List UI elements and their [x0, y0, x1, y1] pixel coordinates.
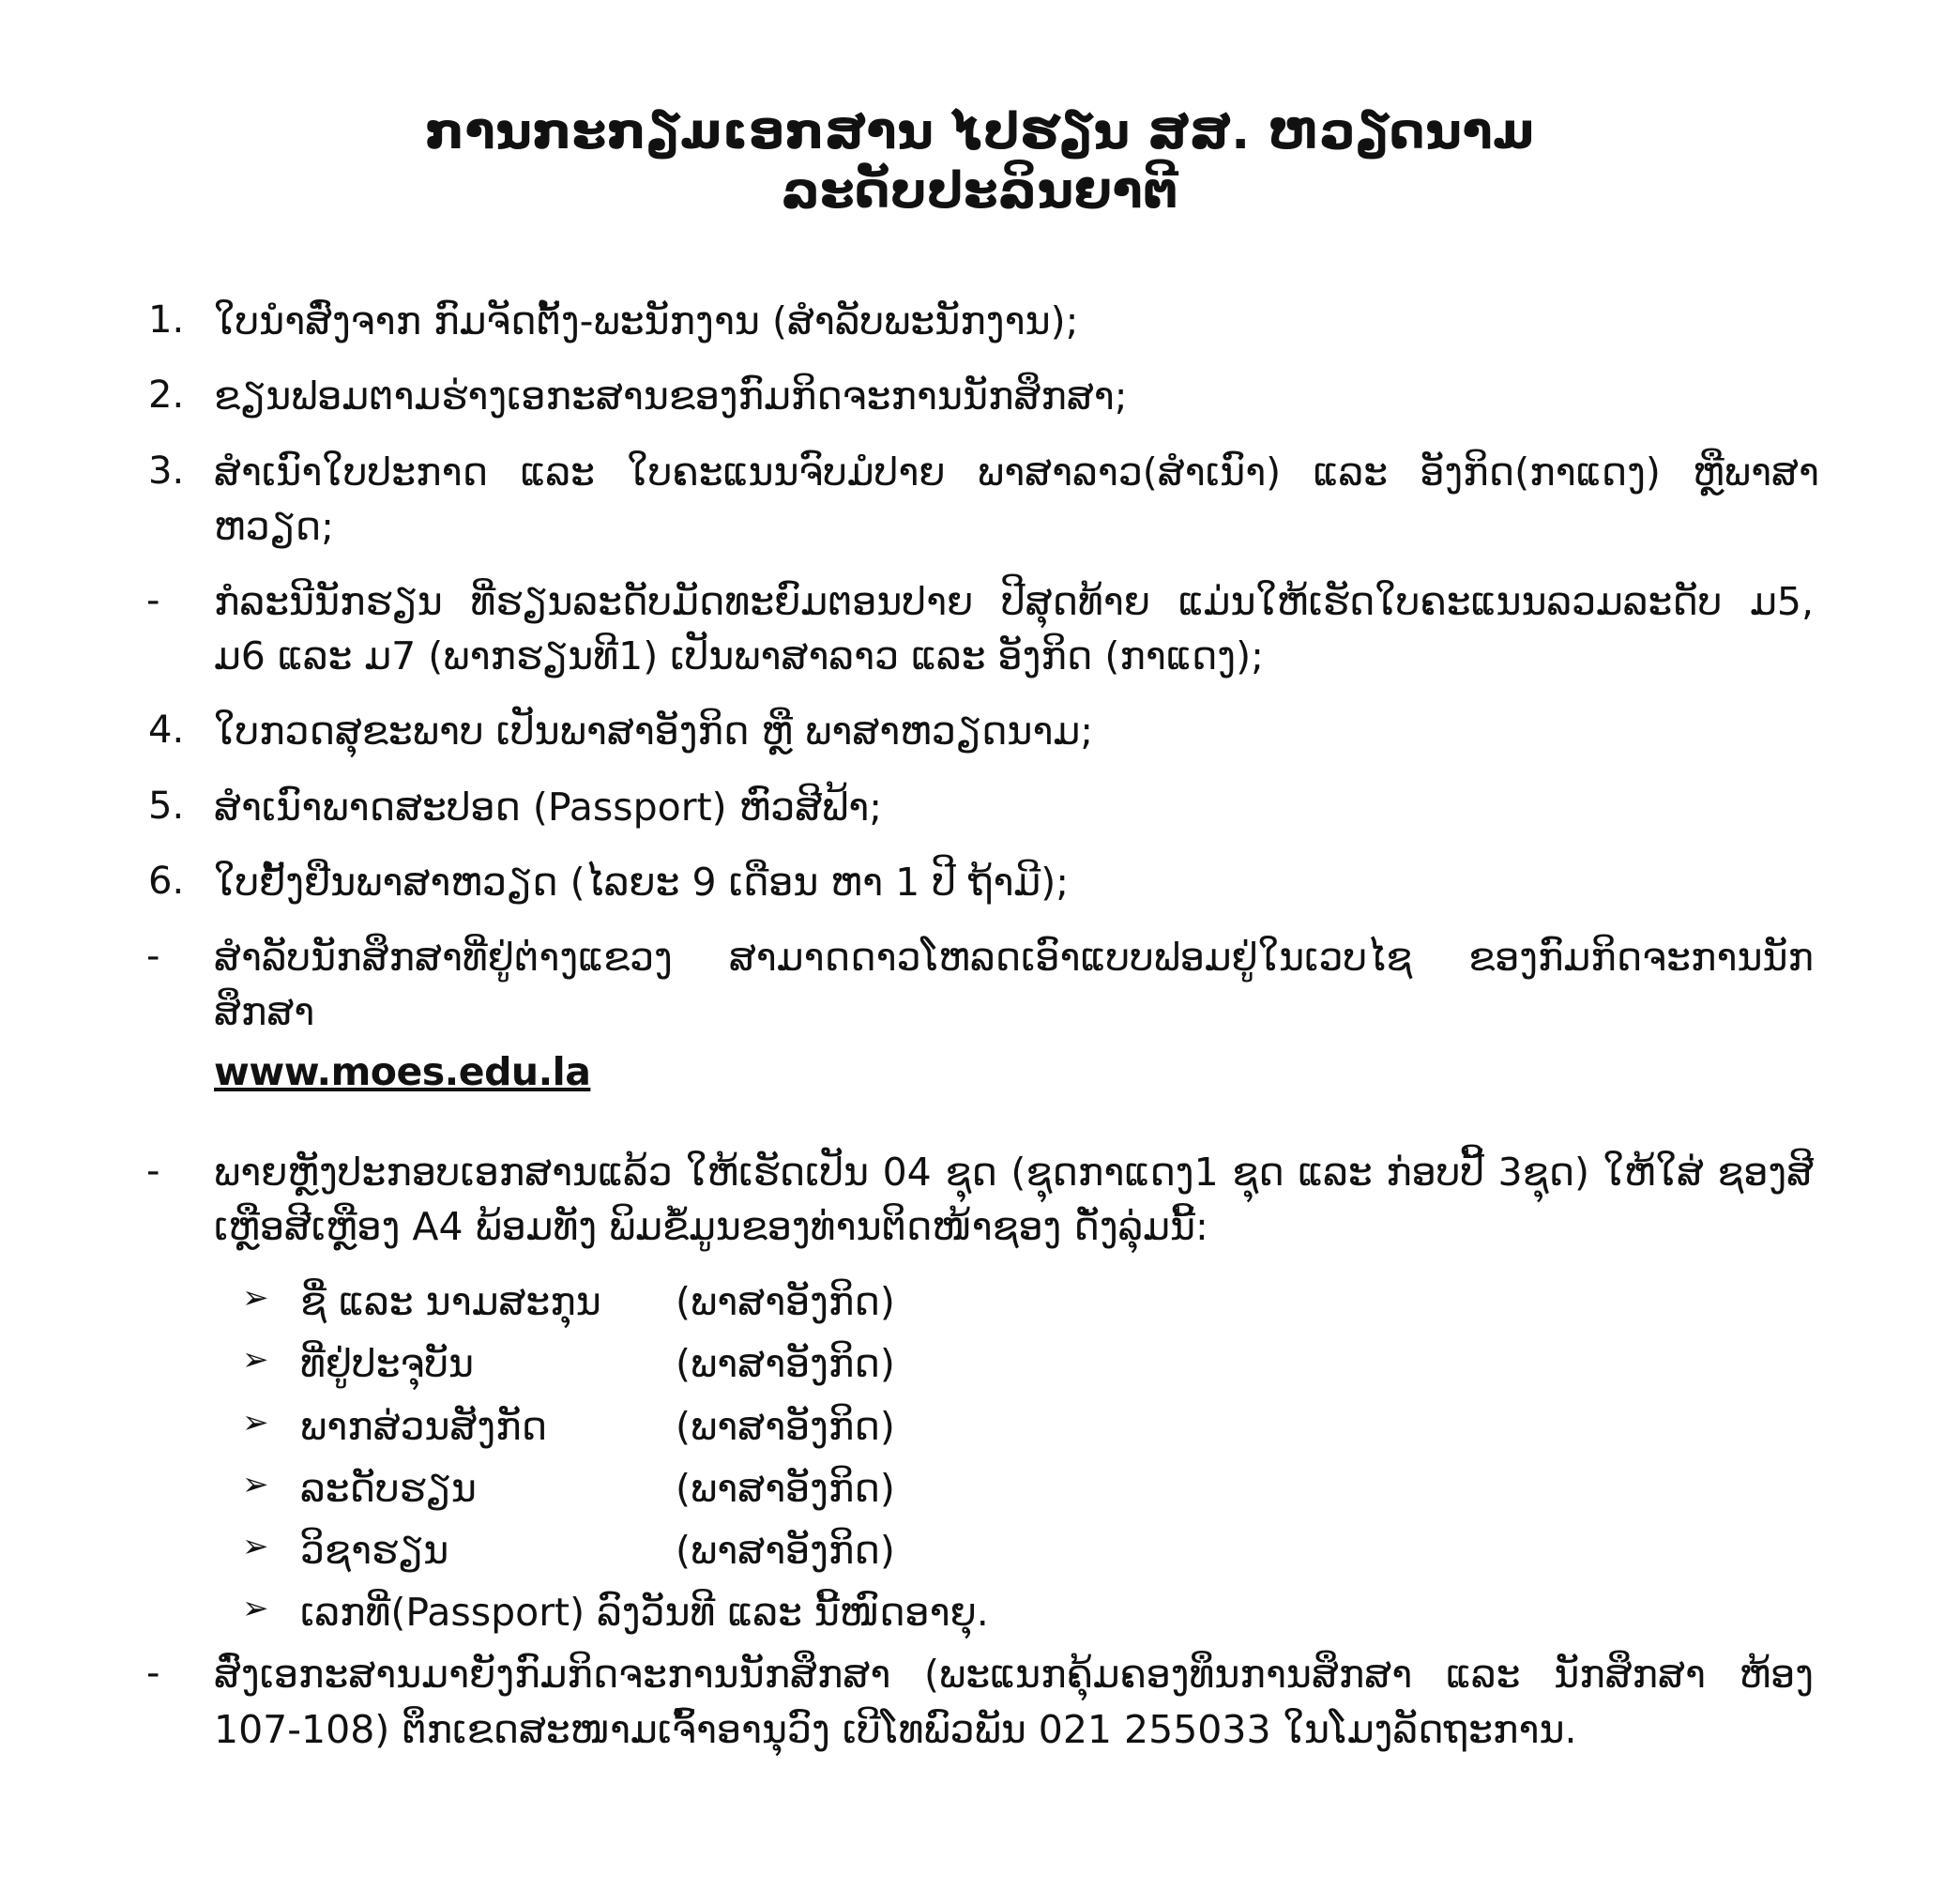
sub-list-item: [141, 1274, 1819, 1329]
list-item-line-1: ສຳເນົາໃບປະກາດ ແລະ ໃບຄະແນນຈົບມໍປາຍ ພາສາລາວ(ສຳເນົາ) ແລະ ອັງກິດ(ກາແດງ) ຫຼືພາສາ: [214, 449, 1819, 495]
list-item-text: ສຳເນົາພາດສະປອດ (Passport) ຫົວສີຟ້າ;: [214, 784, 883, 830]
title-line-1: ການກະກຽມເອກສານ ໄປຮຽນ ສສ. ຫວຽດນາມ: [425, 103, 1535, 160]
list-marker: 4.: [148, 709, 185, 753]
list-item: [141, 704, 1819, 758]
list-marker: -: [146, 935, 160, 979]
sub-list-item: [141, 1399, 1819, 1454]
list-marker: 1.: [148, 298, 185, 343]
list-marker: -: [146, 578, 160, 622]
list-item-text: ສົ່ງເອກະສານມາຍັງກົມກິດຈະການນັກສຶກສາ (ພະແນກຄຸ້ມຄອງທຶນການສຶກສາ ແລະ ນັກສຶກສາ ຫ້ອງ 107-108) ຕຶກເຂດສະໜາມເຈົ້າອານຸວົງ ເບີໂທພົວພັນ 021 255033 ໃນໂມງລັດຖະການ.: [214, 1652, 1814, 1752]
sub-list-item: [141, 1585, 1819, 1639]
list-item: [141, 1647, 1819, 1756]
title-line-2: ລະດັບປະລິນຍາຕີ: [781, 161, 1179, 220]
sub-list: [141, 1274, 1819, 1639]
list-item: [141, 445, 1819, 554]
arrow-bullet-icon: ➢: [242, 1590, 269, 1628]
arrow-bullet-icon: ➢: [242, 1403, 269, 1441]
sub-list-item-note: (ພາສາອັງກິດ): [676, 1279, 895, 1325]
website-link[interactable]: www.moes.edu.la: [214, 1049, 591, 1095]
sub-list-item-note: (ພາສາອັງກິດ): [676, 1341, 895, 1387]
list-item-line-2: ຫວຽດ;: [214, 503, 334, 549]
list-marker: 2.: [148, 373, 185, 418]
list-item-text: [214, 930, 1819, 1100]
sub-list-item: [141, 1336, 1819, 1391]
list-item: [141, 294, 1819, 348]
sub-list-item: [141, 1523, 1819, 1578]
sub-list-item-label: ເລກທີ່(Passport) ລົງວັນທີ ແລະ ນີ້ໜົດອາຍຸ.: [300, 1590, 989, 1636]
list-marker: -: [146, 1149, 160, 1193]
list-item-text: ໃບຢັ້ງຢືນພາສາຫວຽດ (ໄລຍະ 9 ເດືອນ ຫາ 1 ປີ ຖ້າມີ);: [214, 859, 1070, 905]
list-item: [141, 574, 1819, 683]
sub-list-item-label: ລະດັບຮຽນ: [300, 1465, 477, 1511]
arrow-bullet-icon: ➢: [242, 1341, 269, 1379]
list-marker: 5.: [148, 784, 185, 828]
sub-list-item-note: (ພາສາອັງກິດ): [676, 1528, 895, 1573]
arrow-bullet-icon: ➢: [242, 1465, 269, 1503]
list-item: [141, 1145, 1819, 1254]
list-item: [141, 369, 1819, 423]
list-item-text: ພາຍຫຼັງປະກອບເອກສານແລ້ວ ໃຫ້ເຮັດເປັນ 04 ຊຸດ (ຊຸດກາແດງ1 ຊຸດ ແລະ ກ່ອບປີ້ 3ຊຸດ) ໃຫ້ໃສ່ ຊອງສີເຫຼືອສີເຫຼືອງ A4 ພ້ອມທັງ ພິມຂໍ້ມູນຂອງທ່ານຕິດໜ້າຊອງ ດັ່ງລຸ່ມນີ້:: [214, 1149, 1814, 1249]
arrow-bullet-icon: ➢: [242, 1279, 269, 1318]
list-item-text: ໃບກວດສຸຂະພາບ ເປັນພາສາອັງກິດ ຫຼື ພາສາຫວຽດນາມ;: [214, 709, 1094, 754]
list-item-text: ຂຽນຟອມຕາມຮ່າງເອກະສານຂອງກົມກິດຈະການນັກສຶກສາ;: [214, 373, 1128, 419]
list-item: [141, 930, 1819, 1100]
list-marker: 3.: [148, 449, 185, 493]
sub-list-item-label: ຊື່ ແລະ ນາມສະກຸນ: [300, 1279, 601, 1325]
list-marker: -: [146, 1652, 160, 1696]
list-item: [141, 780, 1819, 834]
list-item-text: ໃບນຳສົ່ງຈາກ ກົມຈັດຕັ້ງ-ພະນັກງານ (ສຳລັບພະນັກງານ);: [214, 298, 1079, 344]
sub-list-item: [141, 1461, 1819, 1516]
sub-list-item-note: (ພາສາອັງກິດ): [676, 1403, 895, 1449]
website-link-wrapper: [214, 1044, 1814, 1099]
page-title: [141, 103, 1819, 221]
list-item-text: ກໍລະນີນັກຮຽນ ທີ່ຮຽນລະດັບມັດທະຍົມຕອນປາຍ ປີສຸດທ້າຍ ແມ່ນໃຫ້ເຮັດໃບຄະແນນລວມລະດັບ ມ5, ມ6 ແລະ ມ7 (ພາກຮຽນທີ1) ເປັນພາສາລາວ ແລະ ອັງກິດ (ກາແດງ);: [214, 578, 1814, 679]
list-item-text: [214, 445, 1819, 554]
arrow-bullet-icon: ➢: [242, 1528, 269, 1565]
sub-list-item-label: ທີ່ຢູ່ປະຈຸບັນ: [300, 1341, 474, 1387]
list-item: [141, 855, 1819, 909]
spacer: [141, 1120, 1819, 1145]
sub-list-item-label: ພາກສ່ວນສັງກັດ: [300, 1403, 548, 1449]
list-marker: 6.: [148, 859, 185, 903]
sub-list-item-note: (ພາສາອັງກິດ): [676, 1465, 895, 1511]
list-item-text-body: ສຳລັບນັກສຶກສາທີ່ຢູ່ຕ່າງແຂວງ ສາມາດດາວໂຫລດເອົາແບບຟອມຢູ່ໃນເວບໄຊ ຂອງກົມກິດຈະການນັກ ສຶກສາ: [214, 935, 1814, 1035]
sub-list-item-label: ວິຊາຮຽນ: [300, 1528, 449, 1573]
